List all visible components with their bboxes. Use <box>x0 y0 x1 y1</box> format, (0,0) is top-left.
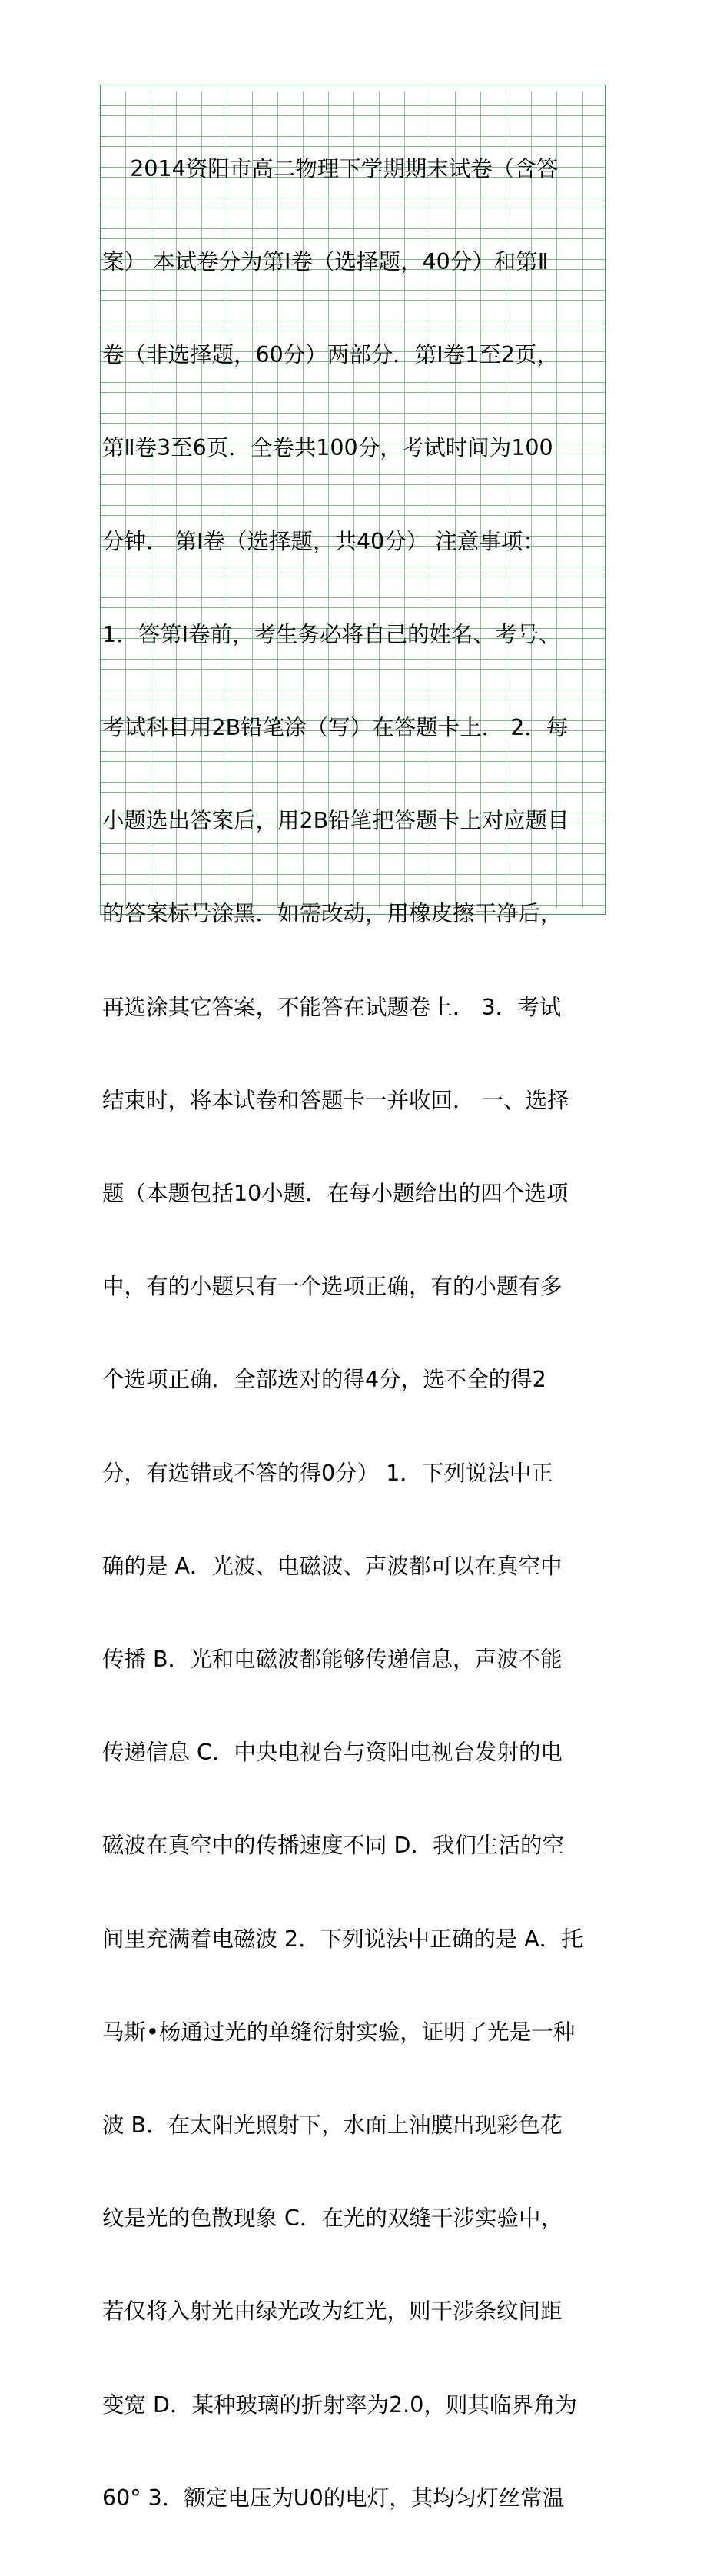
text-line-22: 波 B．在太阳光照射下，水面上油膜出现彩色花 <box>102 2112 563 2139</box>
text-line-25: 变宽 D．某种玻璃的折射率为2.0，则其临界角为 <box>102 2392 577 2418</box>
text-line-8: 小题选出答案后，用2B铅笔把答题卡上对应题目 <box>102 808 569 834</box>
text-line-2: 案） 本试卷分为第Ⅰ卷（选择题，40分）和第Ⅱ <box>102 249 549 275</box>
text-line-1: 2014资阳市高二物理下学期期末试卷（含答 <box>102 155 559 181</box>
text-line-14: 个选项正确．全部选对的得4分，选不全的得2 <box>102 1367 546 1393</box>
text-line-16: 确的是 A．光波、电磁波、声波都可以在真空中 <box>102 1553 563 1579</box>
text-line-4: 第Ⅱ卷3至6页．全卷共100分，考试时间为100 <box>102 435 553 461</box>
text-line-12: 题（本题包括10小题．在每小题给出的四个选项 <box>102 1181 569 1207</box>
exam-text-body <box>102 91 625 2576</box>
text-line-3: 卷（非选择题，60分）两部分．第Ⅰ卷1至2页， <box>102 342 559 368</box>
text-line-10: 再选涂其它答案，不能答在试题卷上． 3．考试 <box>102 994 562 1020</box>
text-line-24: 若仅将入射光由绿光改为红光，则干涉条纹间距 <box>102 2298 563 2325</box>
text-line-19: 磁波在真空中的传播速度不同 D．我们生活的空 <box>102 1833 565 1859</box>
text-line-21: 马斯•杨通过光的单缝衍射实验，证明了光是一种 <box>102 2019 576 2045</box>
text-line-7: 考试科目用2B铅笔涂（写）在答题卡上． 2．每 <box>102 715 569 741</box>
text-line-20: 间里充满着电磁波 2．下列说法中正确的是 A．托 <box>102 1926 583 1952</box>
grid-paper-sheet <box>100 85 606 2511</box>
text-line-11: 结束时，将本试卷和答题卡一并收回． 一、选择 <box>102 1087 569 1113</box>
text-line-26: 60° 3．额定电压为U0的电灯，其均匀灯丝常温 <box>102 2485 565 2511</box>
text-line-5: 分钟． 第Ⅰ卷（选择题，共40分） 注意事项： <box>102 528 545 554</box>
text-line-15: 分，有选错或不答的得0分） 1．下列说法中正 <box>102 1460 553 1486</box>
text-line-9: 的答案标号涂黑．如需改动，用橡皮擦干净后， <box>102 901 563 927</box>
text-line-18: 传递信息 C．中央电视台与资阳电视台发射的电 <box>102 1740 563 1766</box>
text-line-6: 1．答第Ⅰ卷前，考生务必将自己的姓名、考号、 <box>102 621 561 647</box>
text-line-17: 传播 B．光和电磁波都能够传递信息，声波不能 <box>102 1647 563 1673</box>
text-line-23: 纹是光的色散现象 C．在光的双缝干涉实验中， <box>102 2205 563 2232</box>
text-line-13: 中，有的小题只有一个选项正确，有的小题有多 <box>102 1274 563 1300</box>
